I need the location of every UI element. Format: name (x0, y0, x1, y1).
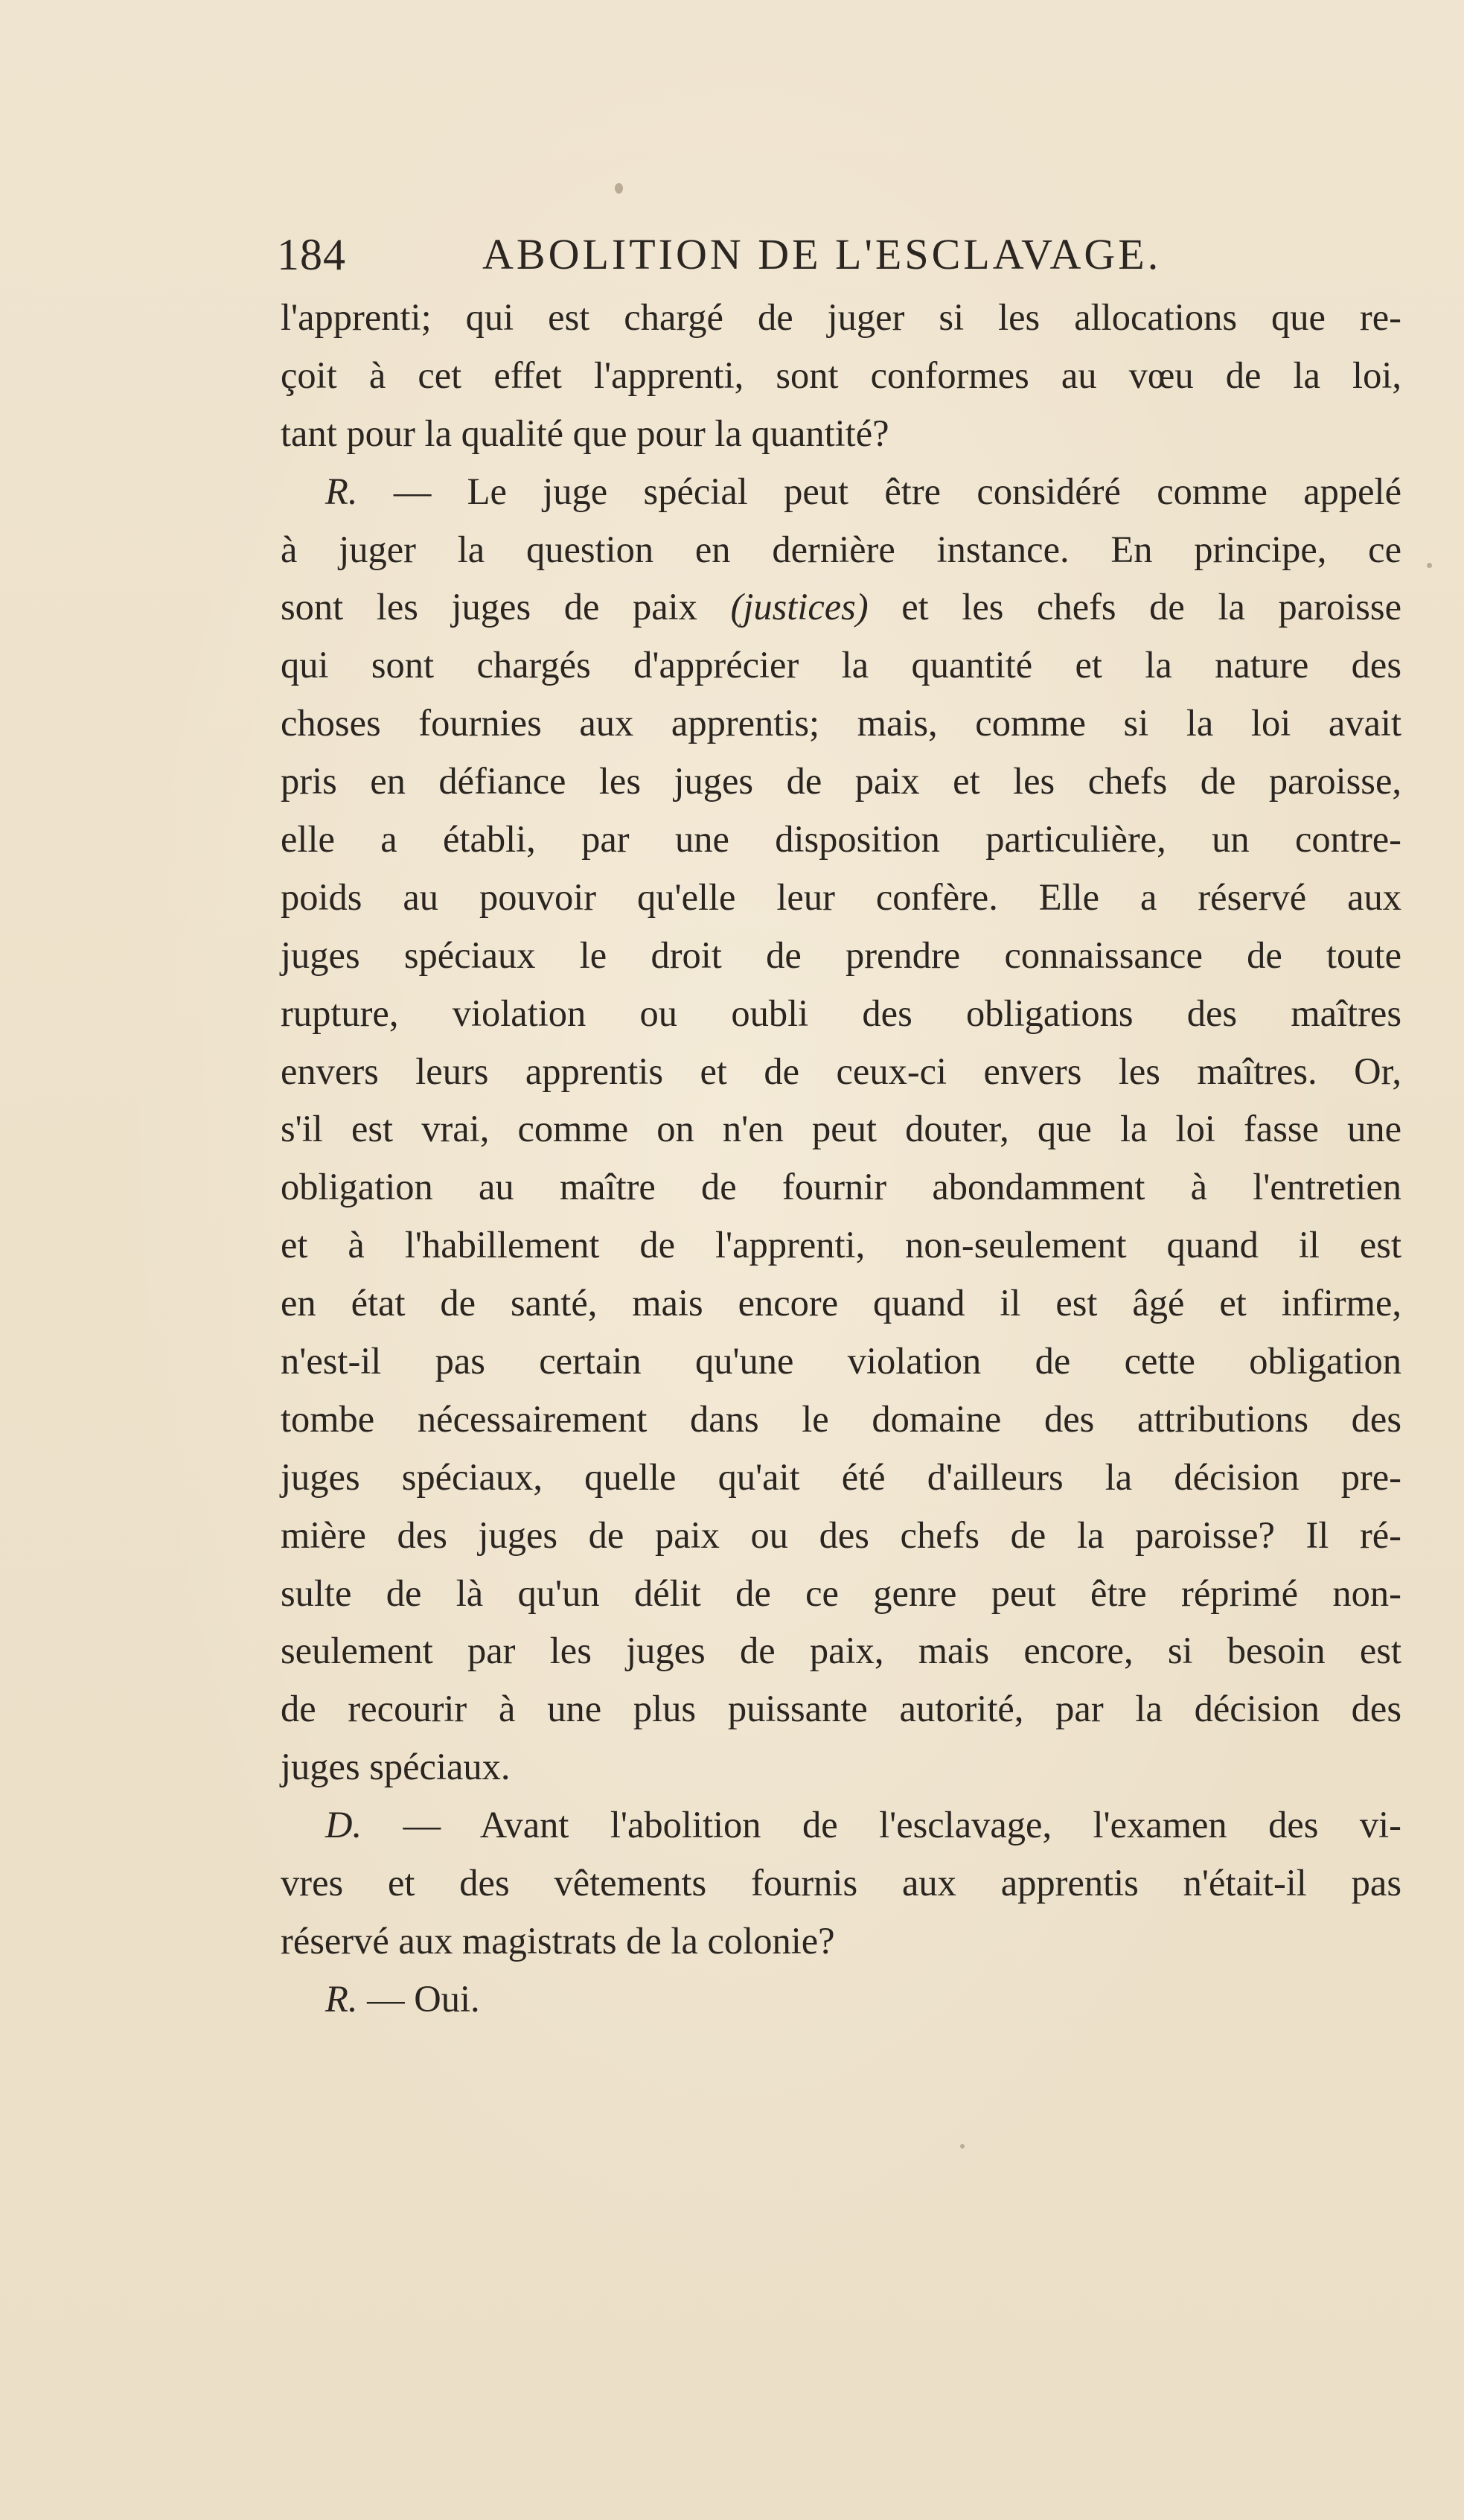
running-title: ABOLITION DE L'ESCLAVAGE. (482, 230, 1162, 278)
text-line: à juger la question en dernière instance. En principe, ce (281, 528, 1401, 570)
text-line: tombe nécessairement dans le domaine des attributions des (281, 1397, 1401, 1440)
page-number: 184 (277, 230, 346, 279)
text-fragment: sont les juges de paix (281, 586, 697, 628)
text-line: de recourir à une plus puissante autorité, par la décision des (281, 1688, 1401, 1730)
speaker-label-d: D. (325, 1804, 362, 1846)
text-line: obligation au maître de fournir abondamment à l'entretien (281, 1166, 1401, 1208)
italic-term: (justices) (730, 586, 869, 628)
text-line: qui sont chargés d'apprécier la quantité et la nature des (281, 644, 1401, 686)
text-line: envers leurs apprentis et de ceux-ci envers les maîtres. Or, (281, 1050, 1401, 1092)
text-line: juges spéciaux. (281, 1746, 511, 1788)
text-line: en état de santé, mais encore quand il est âgé et infirme, (281, 1282, 1401, 1324)
paper-speck (960, 2144, 965, 2149)
text-fragment: et les chefs de la paroisse (901, 586, 1401, 628)
text-line: et à l'habillement de l'apprenti, non-seulement quand il est (281, 1224, 1401, 1266)
text-fragment: — Avant l'abolition de l'esclavage, l'examen des vi- (403, 1804, 1401, 1846)
body-text (281, 289, 1401, 2029)
text-line: tant pour la qualité que pour la quantité? (281, 412, 889, 454)
text-line: n'est-il pas certain qu'une violation de cette obligation (281, 1340, 1401, 1382)
paper-speck (615, 183, 623, 194)
text-line: juges spéciaux, quelle qu'ait été d'ailleurs la décision pre- (281, 1455, 1401, 1498)
text-line: choses fournies aux apprentis; mais, comme si la loi avait (281, 702, 1401, 744)
text-line: rupture, violation ou oubli des obligations des maîtres (281, 992, 1401, 1034)
speaker-label-r: R. (325, 1977, 358, 2020)
answer-line (281, 1971, 1401, 2029)
text-line: réservé aux magistrats de la colonie? (281, 1919, 835, 1962)
page-header (277, 229, 1244, 289)
text-line: pris en défiance les juges de paix et les chefs de paroisse, (281, 760, 1401, 803)
question-line (281, 1796, 1401, 1854)
text-line: poids au pouvoir qu'elle leur confère. Elle a réservé aux (281, 875, 1401, 918)
speaker-label-r: R. (325, 470, 358, 512)
text-line (281, 578, 1401, 637)
text-line: juges spéciaux le droit de prendre connaissance de toute (281, 934, 1401, 976)
text-line: elle a établi, par une disposition particulière, un contre- (281, 818, 1401, 861)
text-line: sulte de là qu'un délit de ce genre peut être réprimé non- (281, 1572, 1401, 1614)
text-line: l'apprenti; qui est chargé de juger si les allocations que re- (281, 296, 1401, 338)
text-line: çoit à cet effet l'apprenti, sont conformes au vœu de la loi, (281, 354, 1401, 396)
answer-line (281, 463, 1401, 521)
text-line: s'il est vrai, comme on n'en peut douter, que la loi fasse une (281, 1108, 1401, 1150)
text-line: mière des juges de paix ou des chefs de la paroisse? Il ré- (281, 1513, 1401, 1556)
text-fragment: — Oui. (367, 1977, 480, 2020)
paper-speck (1427, 563, 1432, 568)
text-line: seulement par les juges de paix, mais encore, si besoin est (281, 1630, 1401, 1672)
text-line: vres et des vêtements fournis aux apprentis n'était-il pas (281, 1862, 1401, 1904)
text-fragment: — Le juge spécial peut être considéré comme appelé (393, 470, 1401, 512)
